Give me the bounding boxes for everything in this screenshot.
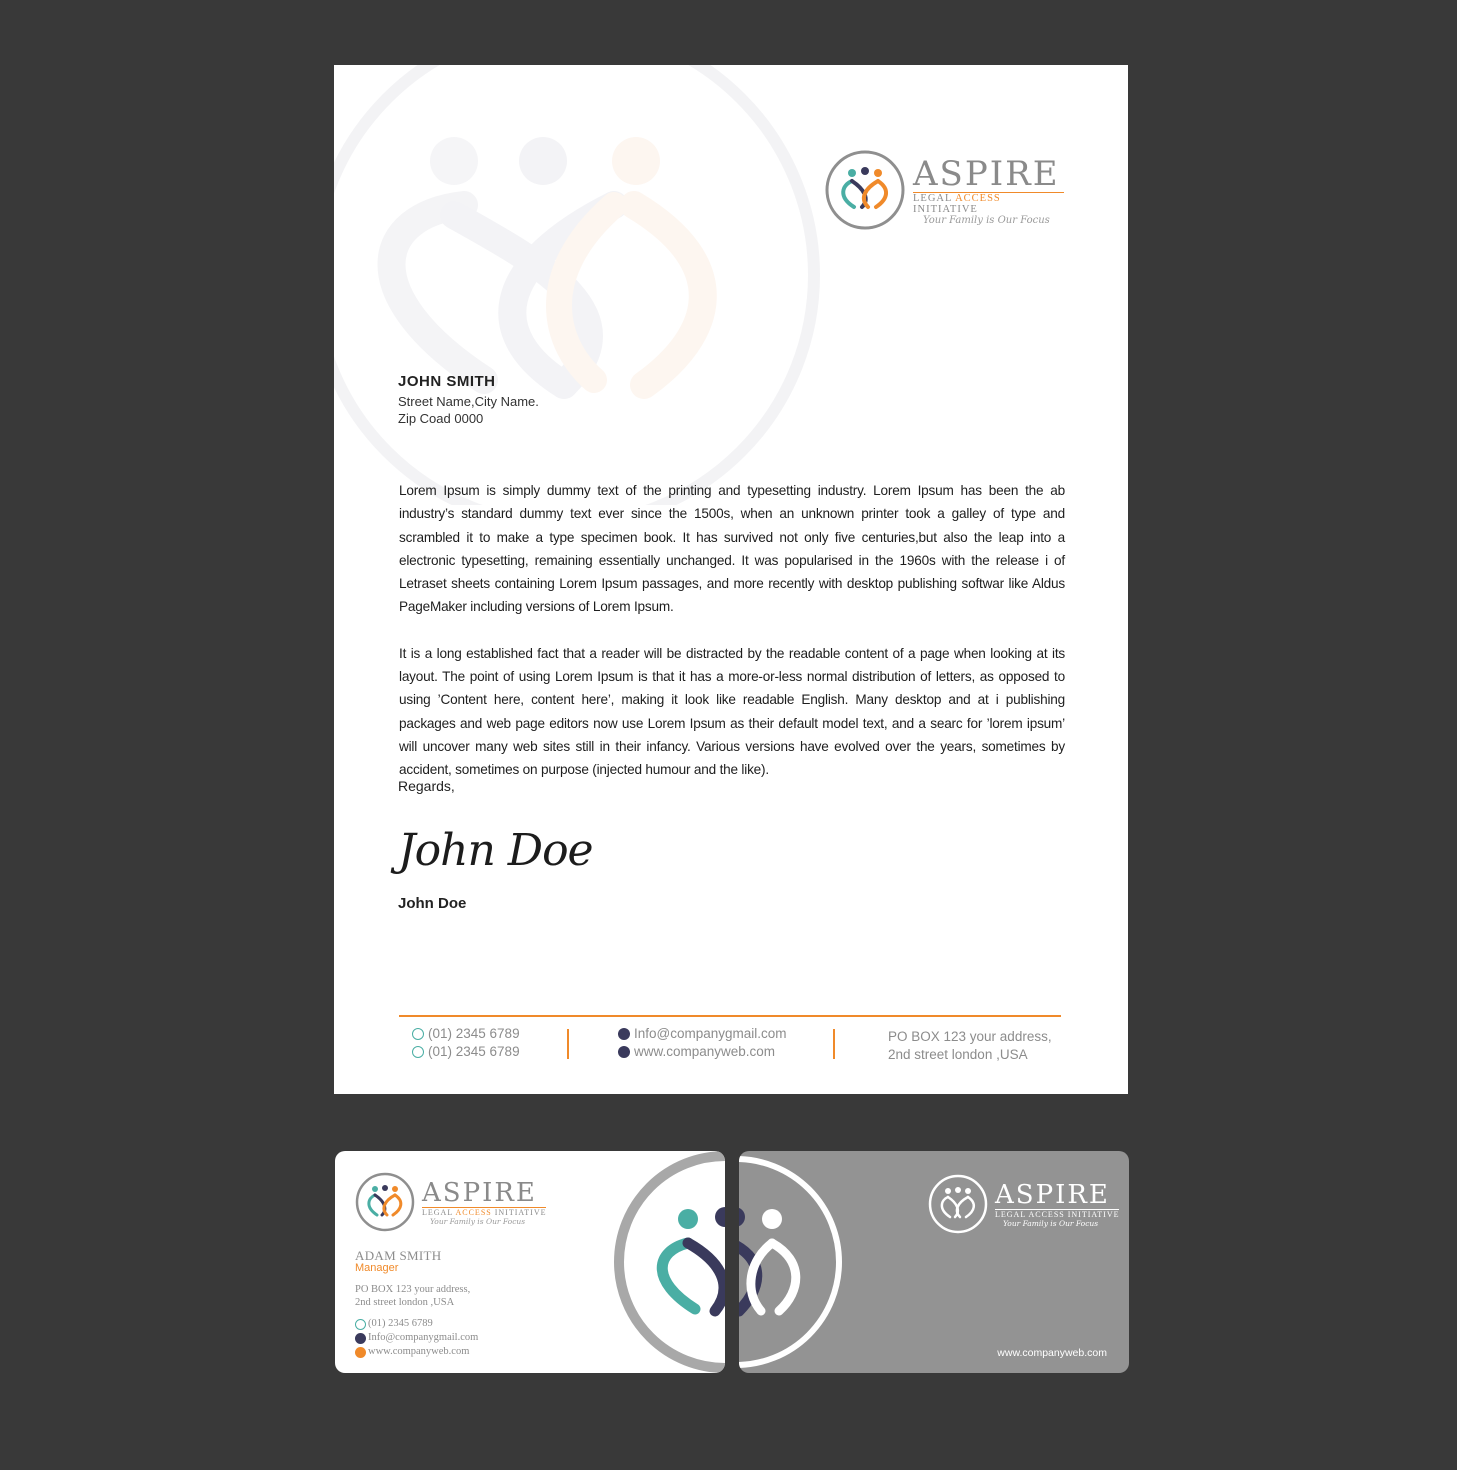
- footer-divider: [399, 1015, 1061, 1017]
- footer-address-line-2: 2nd street london ,USA: [888, 1047, 1028, 1062]
- card-brand: [422, 1180, 546, 1226]
- signer-name: John Doe: [398, 895, 467, 912]
- brand-tagline: Your Family is Our Focus: [923, 215, 1050, 226]
- recipient-street: Street Name,City Name.: [398, 394, 539, 409]
- letter-closing: Regards,: [398, 778, 455, 794]
- card-address: [355, 1283, 470, 1309]
- footer-phones: [412, 1025, 520, 1061]
- card-back-brand: [995, 1182, 1119, 1228]
- business-card-back: [739, 1151, 1129, 1373]
- card-phone: (01) 2345 6789: [368, 1318, 433, 1329]
- card-back-web[interactable]: www.companyweb.com: [997, 1347, 1107, 1359]
- footer-address: [888, 1028, 1052, 1064]
- brand-subtitle: LEGAL ACCESS INITIATIVE: [995, 1210, 1120, 1219]
- card-person-role: Manager: [355, 1262, 399, 1274]
- footer-online: [618, 1025, 787, 1061]
- family-logo-icon: [354, 1171, 416, 1233]
- letterhead-page: [334, 65, 1128, 1094]
- email-icon: [618, 1028, 630, 1040]
- brand-subtitle: LEGAL ACCESS INITIATIVE: [913, 192, 1064, 215]
- business-card-front: [335, 1151, 725, 1373]
- card-email[interactable]: Info@companygmail.com: [368, 1332, 479, 1343]
- footer-phone-2: (01) 2345 6789: [428, 1044, 520, 1059]
- brand-subtitle: LEGAL ACCESS INITIATIVE: [422, 1208, 547, 1217]
- family-logo-icon: [824, 149, 906, 231]
- recipient-block: [398, 373, 539, 427]
- card-address-line-2: 2nd street london ,USA: [355, 1297, 455, 1308]
- card-person-name: ADAM SMITH: [355, 1248, 442, 1263]
- telephone-icon: [355, 1319, 366, 1330]
- brand-tagline: Your Family is Our Focus: [1003, 1219, 1099, 1228]
- telephone-icon: [412, 1046, 424, 1058]
- footer-separator: [567, 1029, 569, 1059]
- email-icon: [355, 1333, 366, 1344]
- letter-body: [399, 479, 1065, 805]
- large-logo-half-icon: [739, 1151, 849, 1373]
- watermark-logo-icon: [334, 65, 1128, 505]
- globe-icon: [618, 1046, 630, 1058]
- brand-name: ASPIRE: [913, 154, 1060, 194]
- brand-name: ASPIRE: [422, 1178, 537, 1208]
- letter-paragraph: Lorem Ipsum is simply dummy text of the printing and typesetting industry. Lorem Ipsum has been the ab industry’s standard dummy text ever since the 1500s, when an unknown printer took a galley of type and scrambled it to make a type specimen book. It has survived not only five centuries,but also the leap into a electronic typesetting, remaining essentially unchanged. It was popularised in the 1960s with the release i of Letraset sheets containing Lorem Ipsum passages, and more recently with desktop publishing softwar like Aldus PageMaker including versions of Lorem Ipsum.: [399, 483, 1065, 615]
- footer-email[interactable]: Info@companygmail.com: [634, 1026, 787, 1041]
- large-logo-half-icon: [595, 1151, 725, 1373]
- brand-name: ASPIRE: [995, 1180, 1110, 1210]
- family-logo-icon: [927, 1173, 989, 1235]
- footer-web[interactable]: www.companyweb.com: [634, 1044, 776, 1059]
- recipient-name: JOHN SMITH: [398, 373, 496, 390]
- card-contacts: [355, 1317, 478, 1359]
- brand-tagline: Your Family is Our Focus: [430, 1217, 526, 1226]
- globe-icon: [355, 1347, 366, 1358]
- card-person: [355, 1248, 441, 1274]
- footer-phone-1: (01) 2345 6789: [428, 1026, 520, 1041]
- recipient-zip: Zip Coad 0000: [398, 411, 484, 426]
- footer-address-line-1: PO BOX 123 your address,: [888, 1029, 1052, 1044]
- footer-separator: [833, 1029, 835, 1059]
- card-address-line-1: PO BOX 123 your address,: [355, 1284, 471, 1295]
- card-web[interactable]: www.companyweb.com: [368, 1346, 470, 1357]
- letter-paragraph: It is a long established fact that a reader will be distracted by the readable content of a page when looking at its layout. The point of using Lorem Ipsum is that it has a more-or-less normal distribution of letters, as opposed to using ’Content here, content here’, making it look like readable English. Many desktop and at i publishing packages and web page editors now use Lorem Ipsum as their default model text, and a searc for ’lorem ipsum’ will uncover many web sites still in their infancy. Various versions have evolved over the years, sometimes by accident, sometimes on purpose (injected humour and the like).: [399, 645, 1065, 778]
- handwritten-signature: John Doe: [398, 825, 593, 876]
- letterhead-logo: [824, 149, 1064, 231]
- mobile-icon: [412, 1028, 424, 1040]
